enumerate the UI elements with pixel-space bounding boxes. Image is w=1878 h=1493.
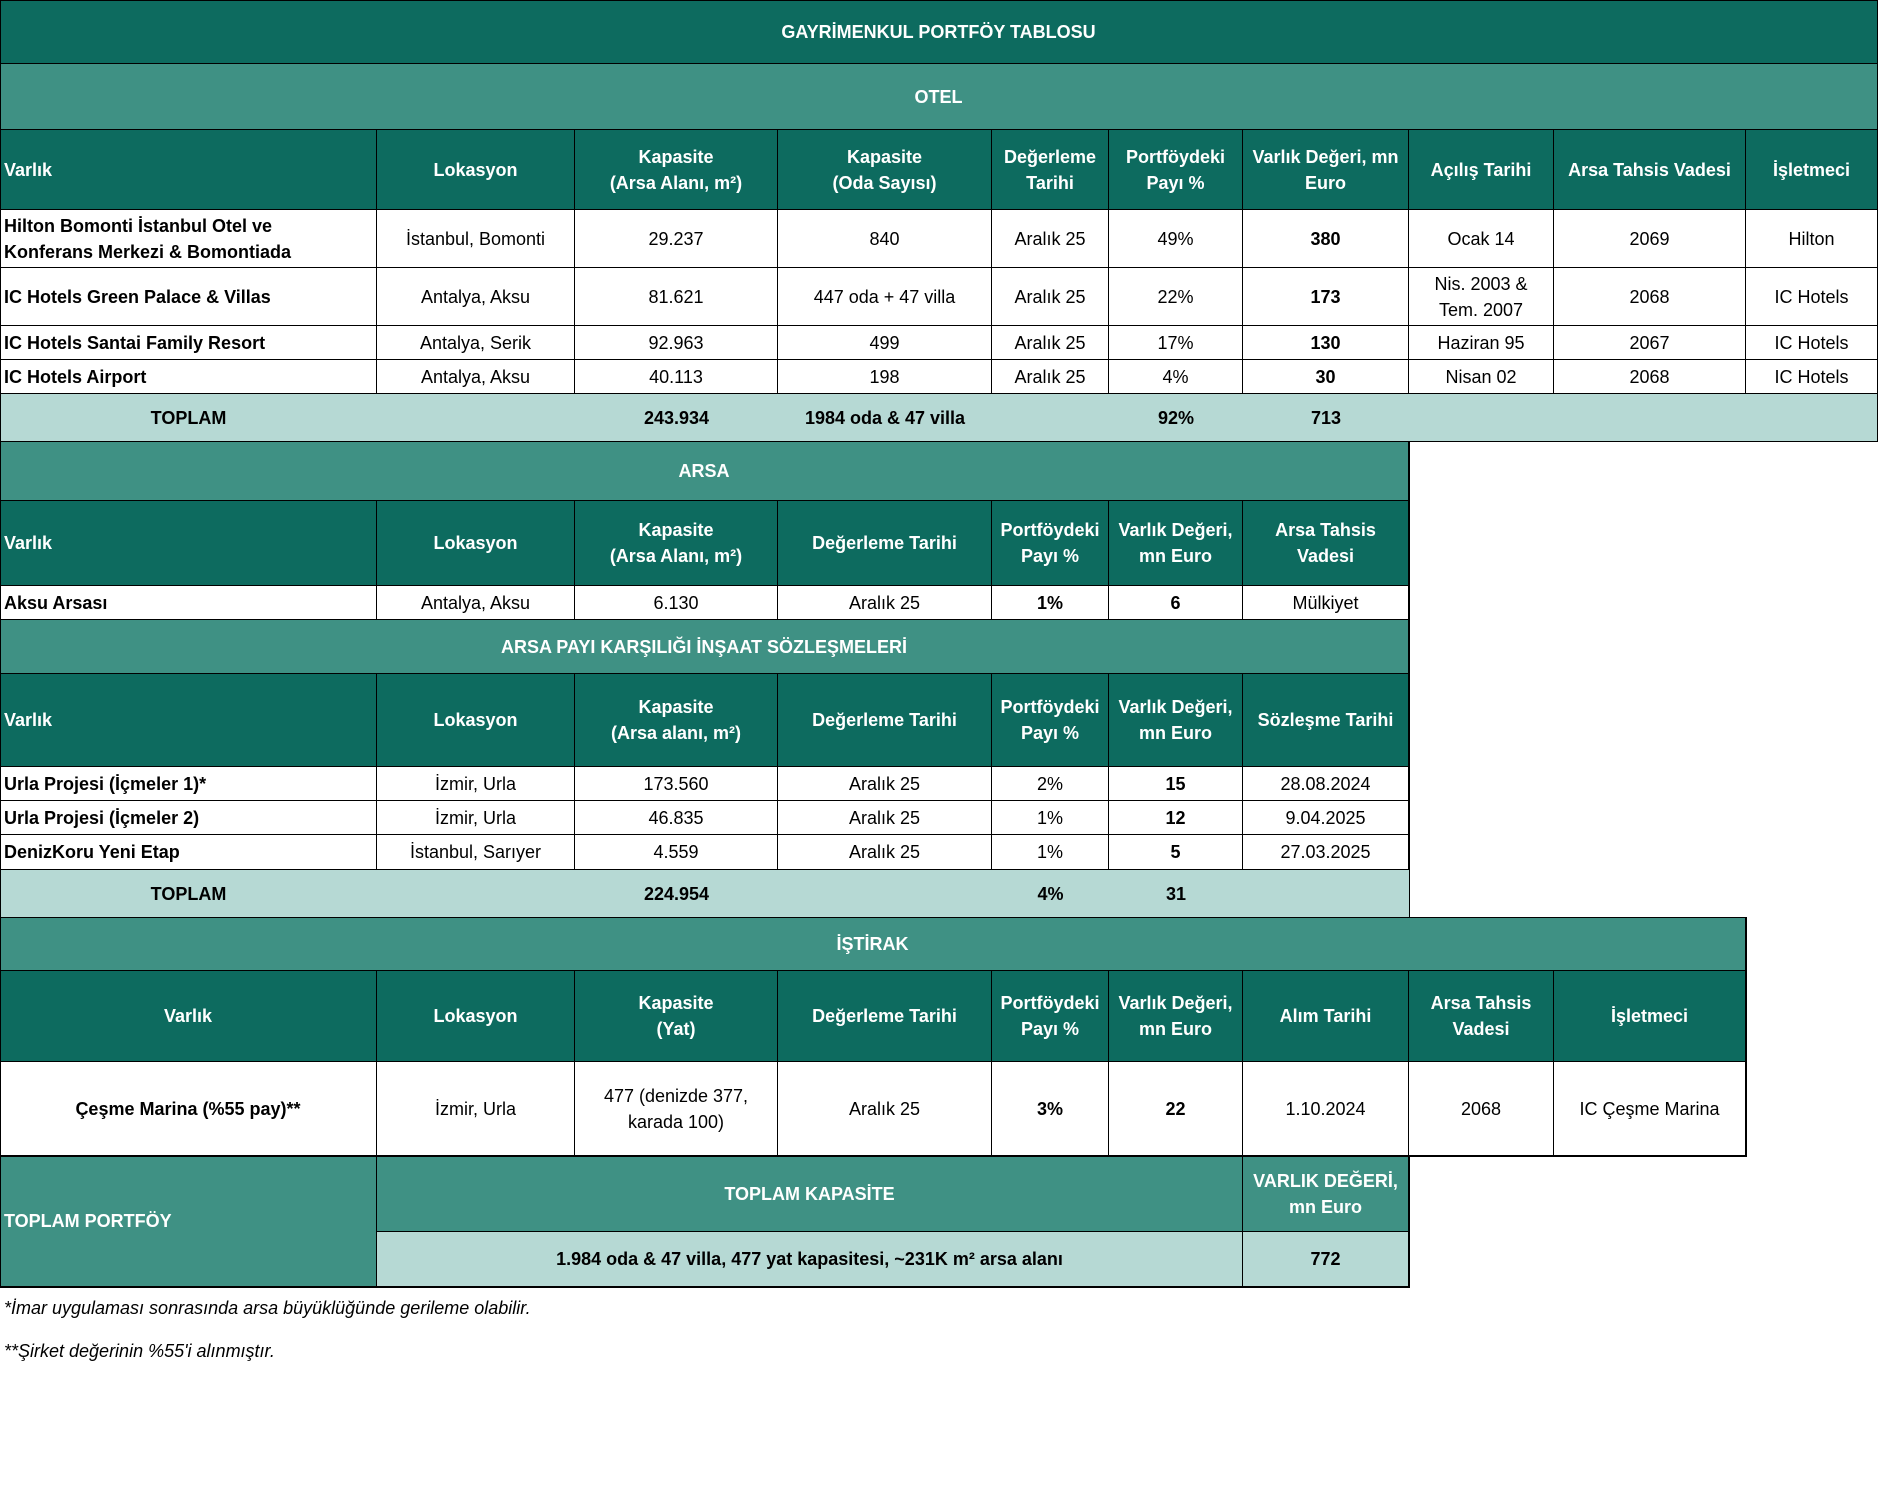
insaat-cell: 1% bbox=[992, 801, 1109, 835]
otel-cell: 30 bbox=[1243, 360, 1409, 394]
arsa-col-header: Varlık bbox=[0, 501, 377, 586]
otel-cell: 17% bbox=[1109, 326, 1243, 360]
arsa-cell: Antalya, Aksu bbox=[377, 586, 575, 620]
otel-cell: Aralık 25 bbox=[992, 360, 1109, 394]
insaat-cell: Urla Projesi (İçmeler 2) bbox=[0, 801, 377, 835]
istirak-col-header: Arsa Tahsis Vadesi bbox=[1409, 971, 1554, 1062]
insaat-total-value: 31 bbox=[1109, 870, 1243, 917]
page-title: GAYRİMENKUL PORTFÖY TABLOSU bbox=[0, 0, 1878, 64]
otel-cell: 22% bbox=[1109, 268, 1243, 326]
istirak-col-header: Değerleme Tarihi bbox=[778, 971, 992, 1062]
otel-cell: Haziran 95 bbox=[1409, 326, 1554, 360]
otel-cell: IC Hotels bbox=[1746, 326, 1878, 360]
footnote: *İmar uygulaması sonrasında arsa büyüklüğünde gerileme olabilir. bbox=[4, 1298, 531, 1318]
insaat-cell: 46.835 bbox=[575, 801, 778, 835]
insaat-total-label: TOPLAM bbox=[0, 870, 377, 917]
istirak-col-header: Portföydeki Payı % bbox=[992, 971, 1109, 1062]
arsa-section-title: ARSA bbox=[0, 441, 1409, 501]
otel-cell: Hilton bbox=[1746, 210, 1878, 268]
istirak-cell: Aralık 25 bbox=[778, 1062, 992, 1156]
istirak-col-header: Varlık Değeri, mn Euro bbox=[1109, 971, 1243, 1062]
otel-cell: IC Hotels bbox=[1746, 268, 1878, 326]
otel-cell: Nis. 2003 & Tem. 2007 bbox=[1409, 268, 1554, 326]
arsa-cell: Mülkiyet bbox=[1243, 586, 1409, 620]
otel-cell: Aralık 25 bbox=[992, 268, 1109, 326]
otel-cell: IC Hotels Airport bbox=[0, 360, 377, 394]
istirak-cell: Çeşme Marina (%55 pay)** bbox=[0, 1062, 377, 1156]
otel-cell: 92.963 bbox=[575, 326, 778, 360]
arsa-col-header: Arsa Tahsis Vadesi bbox=[1243, 501, 1409, 586]
insaat-cell: 4.559 bbox=[575, 835, 778, 870]
insaat-cell: 173.560 bbox=[575, 767, 778, 801]
otel-col-header: Kapasite (Arsa Alanı, m²) bbox=[575, 130, 778, 210]
arsa-cell: 6.130 bbox=[575, 586, 778, 620]
otel-cell: IC Hotels Santai Family Resort bbox=[0, 326, 377, 360]
otel-cell: 447 oda + 47 villa bbox=[778, 268, 992, 326]
otel-cell: Aralık 25 bbox=[992, 210, 1109, 268]
arsa-col-header: Kapasite (Arsa Alanı, m²) bbox=[575, 501, 778, 586]
arsa-cell: 6 bbox=[1109, 586, 1243, 620]
insaat-cell: 27.03.2025 bbox=[1243, 835, 1409, 870]
otel-cell: 2067 bbox=[1554, 326, 1746, 360]
insaat-cell: İzmir, Urla bbox=[377, 801, 575, 835]
otel-cell: 173 bbox=[1243, 268, 1409, 326]
istirak-cell: 477 (denizde 377, karada 100) bbox=[575, 1062, 778, 1156]
istirak-cell: 2068 bbox=[1409, 1062, 1554, 1156]
insaat-cell: Aralık 25 bbox=[778, 767, 992, 801]
istirak-cell: IC Çeşme Marina bbox=[1554, 1062, 1746, 1156]
otel-total-label: TOPLAM bbox=[0, 394, 377, 441]
otel-col-header: Kapasite (Oda Sayısı) bbox=[778, 130, 992, 210]
insaat-col-header: Varlık Değeri, mn Euro bbox=[1109, 674, 1243, 767]
otel-cell: Hilton Bomonti İstanbul Otel ve Konferans Merkezi & Bomontiada bbox=[0, 210, 377, 268]
otel-cell: 2069 bbox=[1554, 210, 1746, 268]
insaat-cell: Aralık 25 bbox=[778, 801, 992, 835]
insaat-col-header: Lokasyon bbox=[377, 674, 575, 767]
otel-cell: 40.113 bbox=[575, 360, 778, 394]
insaat-col-header: Sözleşme Tarihi bbox=[1243, 674, 1409, 767]
otel-total-share: 92% bbox=[1109, 394, 1243, 441]
insaat-col-header: Varlık bbox=[0, 674, 377, 767]
arsa-cell: Aksu Arsası bbox=[0, 586, 377, 620]
insaat-total-area: 224.954 bbox=[575, 870, 778, 917]
otel-total-value: 713 bbox=[1243, 394, 1409, 441]
insaat-cell: 28.08.2024 bbox=[1243, 767, 1409, 801]
insaat-cell: 1% bbox=[992, 835, 1109, 870]
insaat-cell: Urla Projesi (İçmeler 1)* bbox=[0, 767, 377, 801]
insaat-col-header: Kapasite (Arsa alanı, m²) bbox=[575, 674, 778, 767]
istirak-col-header: Lokasyon bbox=[377, 971, 575, 1062]
otel-cell: 130 bbox=[1243, 326, 1409, 360]
istirak-cell: İzmir, Urla bbox=[377, 1062, 575, 1156]
insaat-cell: 12 bbox=[1109, 801, 1243, 835]
insaat-cell: Aralık 25 bbox=[778, 835, 992, 870]
arsa-col-header: Değerleme Tarihi bbox=[778, 501, 992, 586]
insaat-section-title: ARSA PAYI KARŞILIĞI İNŞAAT SÖZLEŞMELERİ bbox=[0, 620, 1409, 674]
otel-cell: 29.237 bbox=[575, 210, 778, 268]
istirak-col-header: Varlık bbox=[0, 971, 377, 1062]
insaat-col-header: Değerleme Tarihi bbox=[778, 674, 992, 767]
otel-cell: Antalya, Aksu bbox=[377, 268, 575, 326]
total-capacity-value: 1.984 oda & 47 villa, 477 yat kapasitesi, ~231K m² arsa alanı bbox=[377, 1232, 1243, 1287]
otel-col-header: Arsa Tahsis Vadesi bbox=[1554, 130, 1746, 210]
istirak-cell: 22 bbox=[1109, 1062, 1243, 1156]
otel-cell: İstanbul, Bomonti bbox=[377, 210, 575, 268]
otel-cell: 380 bbox=[1243, 210, 1409, 268]
total-capacity-header: TOPLAM KAPASİTE bbox=[377, 1156, 1243, 1232]
arsa-col-header: Lokasyon bbox=[377, 501, 575, 586]
insaat-cell: DenizKoru Yeni Etap bbox=[0, 835, 377, 870]
otel-section-title: OTEL bbox=[0, 64, 1878, 130]
otel-cell: 2068 bbox=[1554, 360, 1746, 394]
otel-cell: Antalya, Aksu bbox=[377, 360, 575, 394]
otel-col-header: Lokasyon bbox=[377, 130, 575, 210]
otel-cell: 499 bbox=[778, 326, 992, 360]
arsa-col-header: Varlık Değeri, mn Euro bbox=[1109, 501, 1243, 586]
otel-col-header: Varlık Değeri, mn Euro bbox=[1243, 130, 1409, 210]
otel-cell: IC Hotels bbox=[1746, 360, 1878, 394]
otel-col-header: Portföydeki Payı % bbox=[1109, 130, 1243, 210]
otel-col-header: Varlık bbox=[0, 130, 377, 210]
insaat-col-header: Portföydeki Payı % bbox=[992, 674, 1109, 767]
istirak-section-title: İŞTİRAK bbox=[0, 917, 1746, 971]
otel-col-header: Değerleme Tarihi bbox=[992, 130, 1109, 210]
total-portfolio-label: TOPLAM PORTFÖY bbox=[0, 1156, 377, 1287]
otel-cell: Ocak 14 bbox=[1409, 210, 1554, 268]
otel-col-header: İşletmeci bbox=[1746, 130, 1878, 210]
istirak-col-header: İşletmeci bbox=[1554, 971, 1746, 1062]
insaat-cell: 15 bbox=[1109, 767, 1243, 801]
istirak-col-header: Kapasite (Yat) bbox=[575, 971, 778, 1062]
insaat-cell: 9.04.2025 bbox=[1243, 801, 1409, 835]
arsa-cell: 1% bbox=[992, 586, 1109, 620]
otel-cell: 840 bbox=[778, 210, 992, 268]
total-value-header: VARLIK DEĞERİ, mn Euro bbox=[1243, 1156, 1409, 1232]
istirak-cell: 1.10.2024 bbox=[1243, 1062, 1409, 1156]
footnote: **Şirket değerinin %55'i alınmıştır. bbox=[4, 1341, 275, 1361]
otel-cell: 81.621 bbox=[575, 268, 778, 326]
otel-cell: Aralık 25 bbox=[992, 326, 1109, 360]
otel-total-rooms: 1984 oda & 47 villa bbox=[778, 394, 992, 441]
istirak-cell: 3% bbox=[992, 1062, 1109, 1156]
otel-cell: 198 bbox=[778, 360, 992, 394]
istirak-col-header: Alım Tarihi bbox=[1243, 971, 1409, 1062]
otel-cell: 49% bbox=[1109, 210, 1243, 268]
otel-cell: 2068 bbox=[1554, 268, 1746, 326]
insaat-cell: 5 bbox=[1109, 835, 1243, 870]
otel-total-area: 243.934 bbox=[575, 394, 778, 441]
total-portfolio-value: 772 bbox=[1243, 1232, 1409, 1287]
arsa-col-header: Portföydeki Payı % bbox=[992, 501, 1109, 586]
insaat-cell: 2% bbox=[992, 767, 1109, 801]
otel-cell: 4% bbox=[1109, 360, 1243, 394]
otel-cell: IC Hotels Green Palace & Villas bbox=[0, 268, 377, 326]
insaat-cell: İstanbul, Sarıyer bbox=[377, 835, 575, 870]
otel-cell: Nisan 02 bbox=[1409, 360, 1554, 394]
arsa-cell: Aralık 25 bbox=[778, 586, 992, 620]
insaat-cell: İzmir, Urla bbox=[377, 767, 575, 801]
otel-col-header: Açılış Tarihi bbox=[1409, 130, 1554, 210]
insaat-total-share: 4% bbox=[992, 870, 1109, 917]
otel-cell: Antalya, Serik bbox=[377, 326, 575, 360]
